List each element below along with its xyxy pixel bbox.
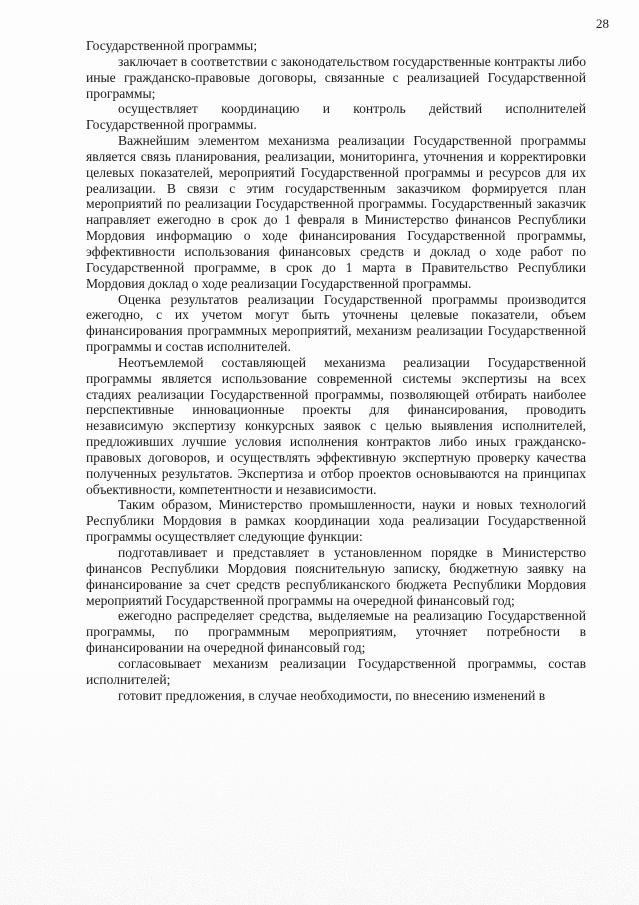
document-body [86, 38, 586, 703]
paragraph-5: Оценка результатов реализации Государственной программы производится ежегодно, с их учетом могут быть уточнены целевые показатели, объем финансирования программных мероприятий, механизм реализации Государственной программы и состав исполнителей. [86, 291, 586, 355]
paragraph-3: осуществляет координацию и контроль действий исполнителей Государственной программы. [86, 101, 586, 133]
paragraph-1: Государственной программы; [86, 38, 258, 53]
paragraph-4: Важнейшим элементом механизма реализации Государственной программы является связь планирования, реализации, мониторинга, уточнения и корректировки целевых показателей, мероприятий Государственной программы и ресурсов для их реализации. В связи с этим государственным заказчиком формируется план мероприятий по реализации Государственной программы. Государственный заказчик направляет ежегодно в срок до 1 февраля в Министерство финансов Республики Мордовия информацию о ходе финансирования Государственной программы, эффективности использования финансовых средств и доклад о ходе работ по Государственной программе, в срок до 1 марта в Правительство Республики Мордовия доклад о ходе реализации Государственной программы. [86, 133, 586, 291]
paragraph-11: готовит предложения, в случае необходимости, по внесению изменений в [118, 687, 546, 703]
paragraph-6: Неотъемлемой составляющей механизма реализации Государственной программы является использование современной системы экспертизы на всех стадиях реализации Государственной программы, позволяющей отбирать наиболее перспективные инновационные проекты для финансирования, проводить независимую экспертизу конкурсных заявок с целью выявления исполнителей, предложивших лучшие условия исполнения контрактов либо иных гражданско-правовых договоров, и осуществлять эффективную экспертную проверку качества полученных результатов. Экспертиза и отбор проектов основываются на принципах объективности, компетентности и независимости. [86, 354, 586, 497]
paragraph-7: Таким образом, Министерство промышленности, науки и новых технологий Республики Мордовия в рамках координации хода реализации Государственной программы осуществляет следующие функции: [86, 497, 586, 545]
page-number: 28 [596, 16, 609, 31]
paragraph-2: заключает в соответствии с законодательством государственные контракты либо иные гражданско-правовые договоры, связанные с реализацией Государственной программы; [86, 53, 586, 101]
paragraph-10: согласовывает механизм реализации Государственной программы, состав исполнителей; [86, 655, 586, 687]
paragraph-8: подготавливает и представляет в установленном порядке в Министерство финансов Республики Мордовия пояснительную записку, бюджетную заявку на финансирование за счет средств республиканского бюджета Республики Мордовия мероприятий Государственной программы на очередной финансовый год; [86, 545, 586, 608]
paragraph-9: ежегодно распределяет средства, выделяемые на реализацию Государственной программы, по программным мероприятиям, уточняет потребности в финансировании на очередной финансовый год; [86, 608, 586, 656]
